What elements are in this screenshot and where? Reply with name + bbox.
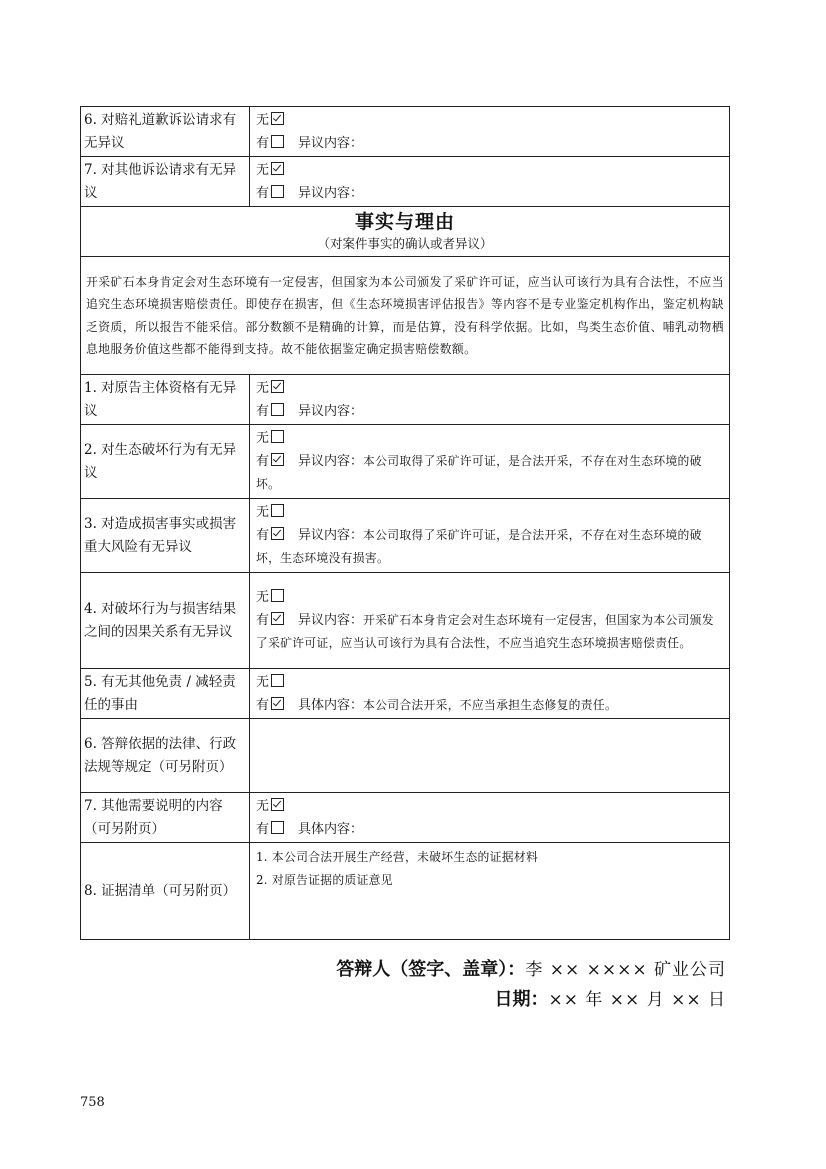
answer-cell (250, 375, 730, 425)
row-label: 1. 对原告主体资格有无异议 (81, 375, 250, 425)
row-label: 2. 对生态破坏行为有无异议 (81, 425, 250, 499)
option-no-label: 无 (256, 590, 270, 605)
detail-label: 异议内容： (298, 528, 364, 543)
answer-cell (250, 157, 730, 207)
table-row (81, 793, 730, 843)
checkbox-empty-icon[interactable] (271, 504, 284, 517)
table-row (81, 157, 730, 207)
option-yes-label: 有 (256, 697, 270, 713)
option-yes-label: 有 (256, 403, 270, 419)
answer-cell (250, 107, 730, 157)
checkbox-empty-icon[interactable] (271, 674, 284, 687)
date-line (495, 985, 726, 1011)
answer-cell (250, 793, 730, 843)
row-label: 7. 其他需要说明的内容（可另附页） (81, 793, 250, 843)
option-yes-label: 有 (256, 528, 270, 543)
table-row (81, 669, 730, 719)
basis-content[interactable] (250, 719, 730, 793)
answer-cell (250, 425, 730, 499)
detail-label: 异议内容： (298, 135, 364, 151)
option-yes-label: 有 (256, 135, 270, 151)
list-item: 1. 本公司合法开展生产经营，未破坏生态的证据材料 (256, 850, 539, 864)
section-header-row (81, 207, 730, 257)
checkbox-checked-icon[interactable] (271, 612, 284, 625)
section-title: 事实与理由 (354, 211, 455, 233)
section-header (81, 207, 730, 257)
detail-text: 本公司取得了采矿许可证，是合法开采，不存在对生态环境的破坏。 (256, 454, 702, 491)
detail-label: 异议内容： (298, 454, 364, 469)
option-yes-label: 有 (256, 821, 270, 837)
option-yes-label: 有 (256, 185, 270, 201)
checkbox-checked-icon[interactable] (271, 112, 284, 125)
signature-label: 答辩人（签字、盖章）： (336, 959, 526, 980)
detail-label: 异议内容： (298, 403, 364, 419)
table-row (81, 107, 730, 157)
facts-paragraph-row (81, 257, 730, 375)
checkbox-empty-icon[interactable] (271, 185, 284, 198)
section-subtitle: （对案件事实的确认或者异议） (317, 236, 493, 251)
row-label: 5. 有无其他免责 / 减轻责任的事由 (81, 669, 250, 719)
row-label: 3. 对造成损害事实或损害重大风险有无异议 (81, 499, 250, 573)
detail-text: 本公司取得了采矿许可证，是合法开采，不存在对生态环境的破坏，生态环境没有损害。 (256, 528, 702, 565)
detail-label: 异议内容： (298, 613, 364, 628)
evidence-list (250, 843, 730, 940)
option-no-label: 无 (256, 380, 270, 396)
option-no-label: 无 (256, 431, 270, 446)
detail-label: 异议内容： (298, 185, 364, 201)
option-yes-label: 有 (256, 454, 270, 469)
row-label: 7. 对其他诉讼请求有无异议 (81, 157, 250, 207)
option-no-label: 无 (256, 162, 270, 178)
detail-text: 开采矿石本身肯定会对生态环境有一定侵害，但国家为本公司颁发了采矿许可证，应当认可该行为具有合法性，不应当追究生态环境损害赔偿责任。 (256, 613, 714, 650)
table-row (81, 719, 730, 793)
signature-line (336, 955, 726, 981)
row-label: 6. 答辩依据的法律、行政法规等规定（可另附页） (81, 719, 250, 793)
option-no-label: 无 (256, 505, 270, 520)
checkbox-checked-icon[interactable] (271, 162, 284, 175)
checkbox-empty-icon[interactable] (271, 821, 284, 834)
facts-paragraph: 开采矿石本身肯定会对生态环境有一定侵害，但国家为本公司颁发了采矿许可证，应当认可该行为具有合法性，不应当追究生态环境损害赔偿责任。即使存在损害，但《生态环境损害评估报告》等内容不是专业鉴定机构作出，鉴定机构缺乏资质，所以报告不能采信。部分数额不是精确的计算，而是估算，没有科学依据。比如，鸟类生态价值、哺乳动物栖息地服务价值这些都不能得到支持。故不能依据鉴定确定损害赔偿数额。 (81, 257, 730, 375)
defense-form-table (80, 106, 730, 940)
checkbox-checked-icon[interactable] (271, 798, 284, 811)
list-item: 2. 对原告证据的质证意见 (256, 873, 393, 887)
page-number: 758 (80, 1095, 105, 1110)
row-label: 8. 证据清单（可另附页） (81, 843, 250, 940)
answer-cell (250, 573, 730, 669)
checkbox-empty-icon[interactable] (271, 589, 284, 602)
row-label: 6. 对赔礼道歉诉讼请求有无异议 (81, 107, 250, 157)
checkbox-empty-icon[interactable] (271, 430, 284, 443)
table-row (81, 573, 730, 669)
answer-cell (250, 669, 730, 719)
option-no-label: 无 (256, 112, 270, 128)
checkbox-checked-icon[interactable] (271, 380, 284, 393)
table-row (81, 843, 730, 940)
table-row (81, 425, 730, 499)
signature-value: 李 ×× ×××× 矿业公司 (525, 960, 726, 980)
option-yes-label: 有 (256, 613, 270, 628)
option-no-label: 无 (256, 674, 270, 690)
detail-label: 具体内容： (298, 697, 364, 713)
option-no-label: 无 (256, 798, 270, 814)
table-row (81, 499, 730, 573)
date-label: 日期： (494, 989, 549, 1010)
detail-text: 本公司合法开采，不应当承担生态修复的责任。 (363, 697, 618, 712)
checkbox-empty-icon[interactable] (271, 403, 284, 416)
answer-cell (250, 499, 730, 573)
checkbox-checked-icon[interactable] (271, 527, 284, 540)
checkbox-checked-icon[interactable] (271, 697, 284, 710)
checkbox-empty-icon[interactable] (271, 135, 284, 148)
date-value: ×× 年 ×× 月 ×× 日 (548, 990, 726, 1010)
table-row (81, 375, 730, 425)
detail-label: 具体内容： (298, 821, 364, 837)
checkbox-checked-icon[interactable] (271, 453, 284, 466)
row-label: 4. 对破坏行为与损害结果之间的因果关系有无异议 (81, 573, 250, 669)
